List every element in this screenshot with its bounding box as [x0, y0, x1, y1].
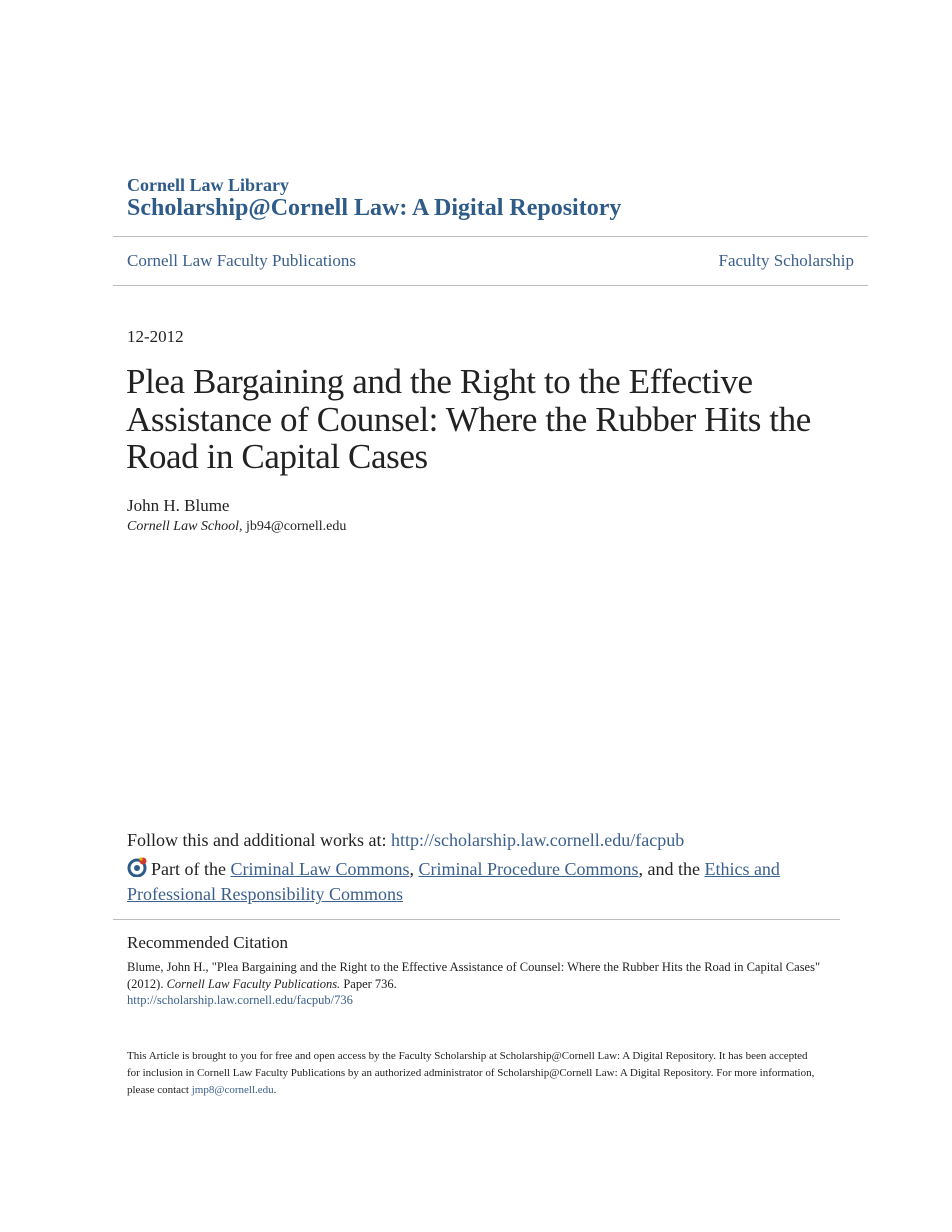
citation-journal: Cornell Law Faculty Publications.	[166, 976, 341, 991]
author-affiliation: Cornell Law School, jb94@cornell.edu	[127, 519, 347, 534]
author-name: John H. Blume	[127, 496, 230, 515]
faculty-scholarship-link[interactable]: Faculty Scholarship	[718, 251, 854, 270]
citation-paper: Paper 736.	[340, 976, 397, 991]
citation-body	[127, 959, 827, 1009]
access-notice	[127, 1048, 817, 1099]
access-notice-text: This Article is brought to you for free and open access by the Faculty Scholarship at Scholarship@Cornell Law: A Digital Repository. It has been accepted for inclusion in Cornell Law Faculty Publications by an authorized administrator of Scholarship@Cornell Law: A Digital Repository. For more information, please contact	[127, 1050, 815, 1096]
article-title: Plea Bargaining and the Right to the Effective Assistance of Counsel: Where the Rubber Hits the Road in Capital Cases	[126, 362, 811, 476]
affiliation-name: Cornell Law School	[127, 519, 240, 534]
follow-line	[127, 830, 684, 851]
citation-divider	[113, 919, 840, 920]
repository-title[interactable]: Scholarship@Cornell Law: A Digital Repository	[127, 195, 622, 221]
citation-heading: Recommended Citation	[127, 933, 288, 952]
criminal-law-commons-link[interactable]: Criminal Law Commons	[230, 859, 410, 879]
library-name: Cornell Law Library	[127, 175, 289, 195]
criminal-procedure-commons-link[interactable]: Criminal Procedure Commons	[418, 859, 639, 879]
collection-link[interactable]: Cornell Law Faculty Publications	[127, 251, 356, 270]
follow-url-link[interactable]: http://scholarship.law.cornell.edu/facpub	[390, 830, 685, 850]
citation-text: Blume, John H., "Plea Bargaining and the Right to the Effective Assistance of Counsel: Where the Rubber Hits the Road in Capital Cases" (2012).	[127, 960, 821, 991]
publication-date: 12-2012	[127, 327, 184, 346]
header-divider-top	[113, 236, 868, 237]
commons-prefix: Part of the	[151, 859, 231, 879]
contact-email-link[interactable]: jmp8@cornell.edu	[191, 1084, 274, 1096]
author-email: jb94@cornell.edu	[246, 519, 347, 534]
commons-sep-1: ,	[409, 859, 419, 879]
commons-network-icon	[127, 857, 147, 883]
header-divider-bottom	[113, 285, 868, 286]
access-notice-end: .	[273, 1084, 277, 1096]
ethics-commons-link[interactable]: Ethics and Professional Responsibility Commons	[127, 859, 780, 904]
commons-sep-2: , and the	[638, 859, 705, 879]
citation-url-link[interactable]: http://scholarship.law.cornell.edu/facpub/736	[127, 993, 353, 1007]
follow-label: Follow this and additional works at:	[127, 830, 391, 850]
commons-line	[127, 857, 827, 906]
